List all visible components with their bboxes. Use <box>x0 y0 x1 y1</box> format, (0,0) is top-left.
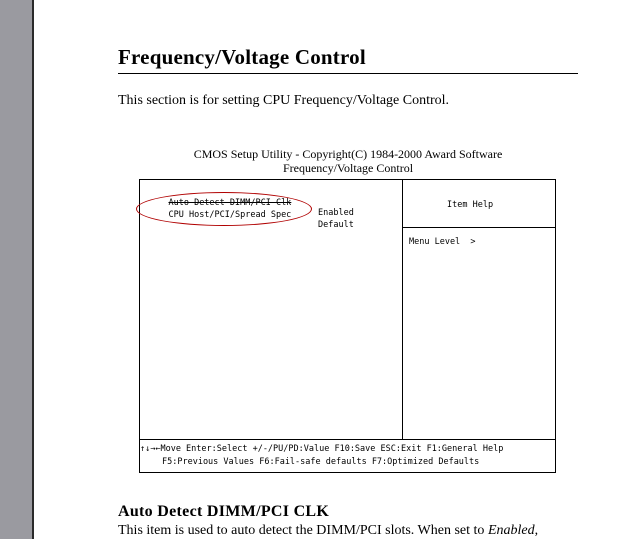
bios-divider-help <box>402 227 555 228</box>
bios-item-label: CPU Host/PCI/Spread Spec <box>168 210 292 220</box>
sidebar-edge <box>32 0 34 539</box>
body-text-emphasis: Enabled <box>487 523 535 538</box>
subsection-body <box>118 523 538 539</box>
bios-screen <box>139 179 556 473</box>
bios-divider-vertical <box>402 180 403 439</box>
bios-item-label: Auto Detect DIMM/PCI Clk <box>168 198 292 208</box>
key-legend-line1: ↑↓→←Move Enter:Select +/-/PU/PD:Value F10:Save ESC:Exit F1:General Help <box>140 444 504 454</box>
page-sidebar <box>0 0 32 539</box>
bios-item-value: Enabled <box>318 208 354 218</box>
cmos-caption-line1: CMOS Setup Utility - Copyright(C) 1984-2000 Award Software <box>193 147 503 161</box>
title-rule <box>118 73 578 74</box>
bios-item-value: Default <box>318 220 354 230</box>
body-text-prefix: This item is used to auto detect the DIMM/PCI slots. When set to <box>118 523 488 538</box>
bios-divider-keys <box>140 439 555 440</box>
cmos-caption-line2: Frequency/Voltage Control <box>282 161 414 175</box>
intro-text: This section is for setting CPU Frequency/Voltage Control. <box>118 93 450 108</box>
key-legend-line2: F5:Previous Values F6:Fail-safe defaults F7:Optimized Defaults <box>162 457 480 467</box>
menu-level: Menu Level > <box>409 237 476 247</box>
subsection-title: Auto Detect DIMM/PCI CLK <box>118 503 330 520</box>
item-help-heading: Item Help <box>447 200 494 210</box>
body-text-suffix: , <box>534 523 539 538</box>
section-title: Frequency/Voltage Control <box>118 45 366 69</box>
